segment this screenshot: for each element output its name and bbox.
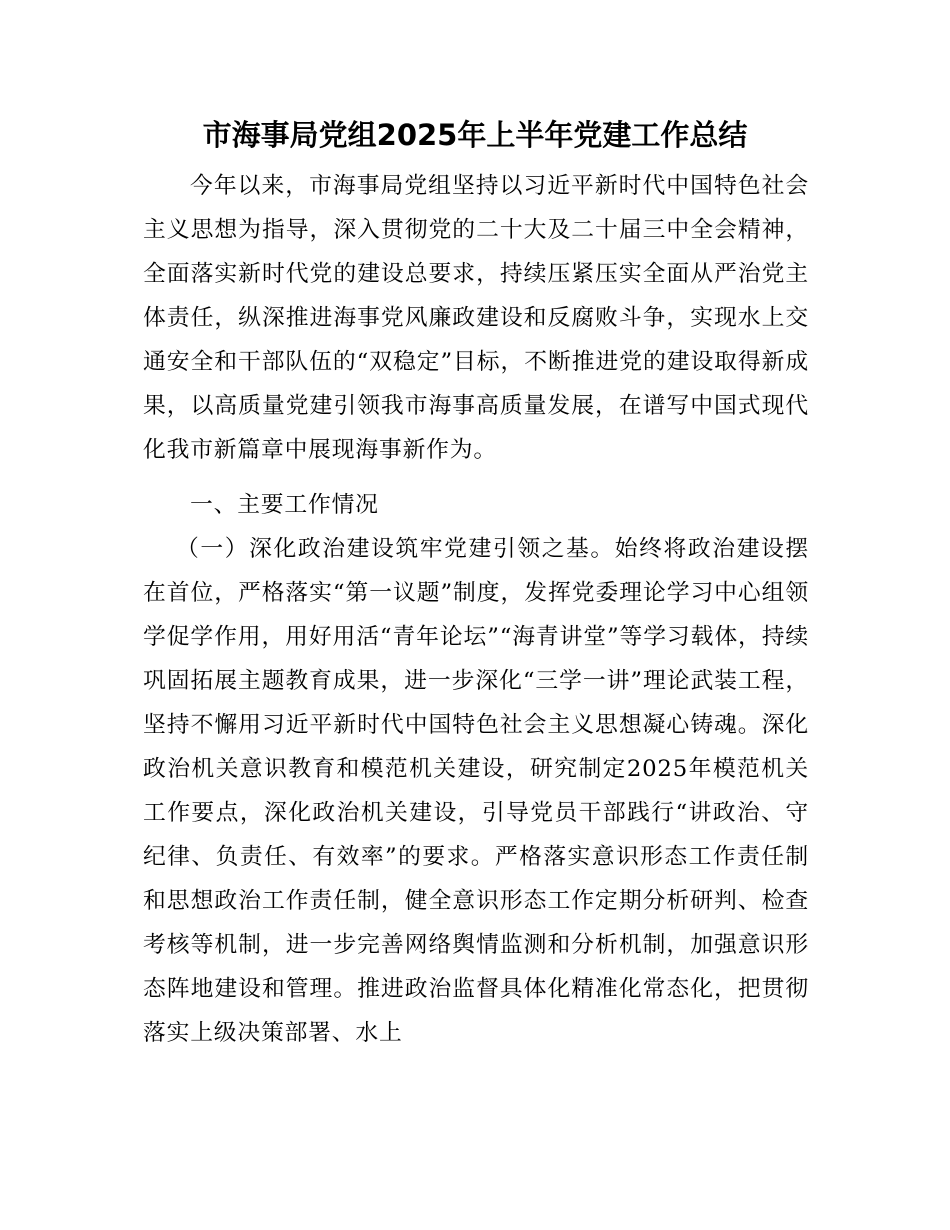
- section-heading: 一、主要工作情况: [190, 492, 379, 518]
- section-paragraph: （一）深化政治建设筑牢党建引领之基。始终将政治建设摆在首位，严格落实“第一议题”制度，发挥党委理论学习中心组领学促学作用，用好用活“青年论坛”“海青讲堂”等学习载体，持续巩固拓展主题教育成果，进一步深化“三学一讲”理论武装工程，坚持不懈用习近平新时代中国特色社会主义思想凝心铸魂。深化政治机关意识教育和模范机关建设，研究制定2025年模范机关工作要点，深化政治机关建设，引导党员干部践行“讲政治、守纪律、负责任、有效率”的要求。严格落实意识形态工作责任制和思想政治工作责任制，健全意识形态工作定期分析研判、检查考核等机制，进一步完善网络舆情监测和分析机制，加强意识形态阵地建设和管理。推进政治监督具体化精准化常态化，把贯彻落实上级决策部署、水上: [143, 536, 809, 1046]
- document-title: 市海事局党组2025年上半年党建工作总结: [202, 118, 748, 152]
- intro-paragraph: 今年以来，市海事局党组坚持以习近平新时代中国特色社会主义思想为指导，深入贯彻党的二十大及二十届三中全会精神，全面落实新时代党的建设总要求，持续压紧压实全面从严治党主体责任，纵深推进海事党风廉政建设和反腐败斗争，实现水上交通安全和干部队伍的“双稳定”目标，不断推进党的建设取得新成果，以高质量党建引领我市海事高质量发展，在谱写中国式现代化我市新篇章中展现海事新作为。: [143, 173, 809, 463]
